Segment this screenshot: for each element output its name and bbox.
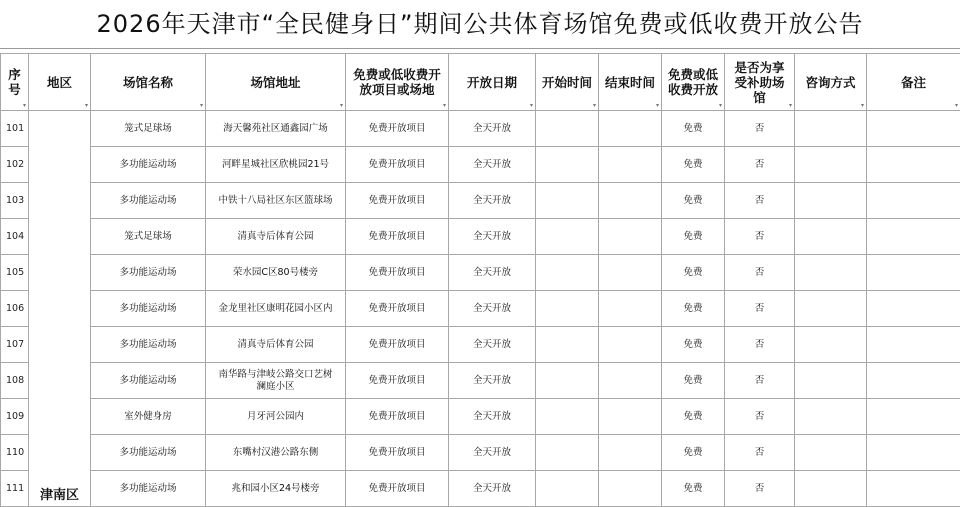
- header-contact[interactable]: [795, 54, 867, 111]
- cell-date[interactable]: 全天开放: [449, 183, 536, 219]
- filter-dropdown-icon[interactable]: ▾: [593, 103, 596, 109]
- filter-dropdown-icon[interactable]: ▾: [789, 103, 792, 109]
- cell-note[interactable]: [867, 435, 960, 471]
- cell-project[interactable]: 免费开放项目: [346, 147, 449, 183]
- header-address[interactable]: [206, 54, 346, 111]
- cell-fee[interactable]: 免费: [662, 471, 725, 507]
- cell-end[interactable]: [599, 147, 662, 183]
- header-subsidy[interactable]: [725, 54, 795, 111]
- cell-fee[interactable]: 免费: [662, 291, 725, 327]
- cell-subsidy[interactable]: 否: [725, 147, 795, 183]
- cell-seq[interactable]: 110: [1, 435, 29, 471]
- cell-subsidy[interactable]: 否: [725, 399, 795, 435]
- header-fee[interactable]: [662, 54, 725, 111]
- cell-note[interactable]: [867, 327, 960, 363]
- header-name-label: 场馆名称: [123, 75, 173, 90]
- cell-seq[interactable]: 101: [1, 111, 29, 147]
- table-row: [1, 219, 960, 255]
- cell-date[interactable]: 全天开放: [449, 471, 536, 507]
- cell-note[interactable]: [867, 147, 960, 183]
- cell-name[interactable]: 多功能运动场: [91, 183, 206, 219]
- header-note-label: 备注: [901, 75, 926, 90]
- address-text: 月牙河公园内: [216, 411, 336, 423]
- cell-fee[interactable]: 免费: [662, 327, 725, 363]
- cell-fee[interactable]: 免费: [662, 363, 725, 399]
- cell-seq[interactable]: 104: [1, 219, 29, 255]
- table-row: [1, 111, 960, 147]
- cell-date[interactable]: 全天开放: [449, 147, 536, 183]
- table-row: [1, 399, 960, 435]
- header-end-label: 结束时间: [605, 75, 655, 90]
- header-row: [1, 54, 960, 111]
- header-contact-label: 咨询方式: [805, 75, 855, 90]
- cell-name[interactable]: 笼式足球场: [91, 219, 206, 255]
- cell-project[interactable]: 免费开放项目: [346, 471, 449, 507]
- cell-end[interactable]: [599, 291, 662, 327]
- cell-fee[interactable]: 免费: [662, 147, 725, 183]
- table-row: [1, 471, 960, 507]
- address-text: 中铁十八局社区东区篮球场: [216, 195, 336, 207]
- cell-start[interactable]: [536, 147, 599, 183]
- cell-note[interactable]: [867, 111, 960, 147]
- cell-seq[interactable]: 108: [1, 363, 29, 399]
- cell-project[interactable]: 免费开放项目: [346, 399, 449, 435]
- cell-contact[interactable]: [795, 147, 867, 183]
- cell-date[interactable]: 全天开放: [449, 327, 536, 363]
- header-address-label: 场馆地址: [250, 75, 300, 90]
- cell-start[interactable]: [536, 327, 599, 363]
- cell-start[interactable]: [536, 471, 599, 507]
- header-seq[interactable]: [1, 54, 29, 111]
- cell-address[interactable]: [206, 111, 346, 147]
- address-text: 荣水园C区80号楼旁: [216, 267, 336, 279]
- cell-date[interactable]: 全天开放: [449, 219, 536, 255]
- cell-name[interactable]: 多功能运动场: [91, 327, 206, 363]
- cell-fee[interactable]: 免费: [662, 435, 725, 471]
- cell-address[interactable]: [206, 399, 346, 435]
- cell-end[interactable]: [599, 363, 662, 399]
- cell-address[interactable]: [206, 147, 346, 183]
- cell-fee[interactable]: 免费: [662, 111, 725, 147]
- address-text: 东嘴村汉港公路东侧: [216, 447, 336, 459]
- cell-contact[interactable]: [795, 183, 867, 219]
- cell-project[interactable]: 免费开放项目: [346, 435, 449, 471]
- header-project-label: 免费或低收费开放项目或场地: [351, 67, 443, 97]
- filter-dropdown-icon[interactable]: ▾: [955, 103, 958, 109]
- cell-end[interactable]: [599, 255, 662, 291]
- cell-date[interactable]: 全天开放: [449, 363, 536, 399]
- filter-dropdown-icon[interactable]: ▾: [530, 103, 533, 109]
- cell-contact[interactable]: [795, 219, 867, 255]
- header-name[interactable]: [91, 54, 206, 111]
- address-text: 兆和园小区24号楼旁: [216, 483, 336, 495]
- cell-seq[interactable]: 109: [1, 399, 29, 435]
- cell-project[interactable]: 免费开放项目: [346, 183, 449, 219]
- table-row: [1, 363, 960, 399]
- header-date-label: 开放日期: [467, 75, 517, 90]
- cell-end[interactable]: [599, 183, 662, 219]
- cell-name[interactable]: 多功能运动场: [91, 471, 206, 507]
- table-row: [1, 435, 960, 471]
- cell-subsidy[interactable]: 否: [725, 363, 795, 399]
- table-row: [1, 291, 960, 327]
- cell-contact[interactable]: [795, 255, 867, 291]
- cell-end[interactable]: [599, 471, 662, 507]
- cell-address[interactable]: [206, 363, 346, 399]
- filter-dropdown-icon[interactable]: ▾: [200, 103, 203, 109]
- cell-subsidy[interactable]: 否: [725, 327, 795, 363]
- cell-note[interactable]: [867, 471, 960, 507]
- header-note[interactable]: [867, 54, 960, 111]
- cell-start[interactable]: [536, 255, 599, 291]
- cell-contact[interactable]: [795, 291, 867, 327]
- cell-seq[interactable]: 106: [1, 291, 29, 327]
- header-fee-label: 免费或低收费开放: [665, 67, 721, 97]
- cell-note[interactable]: [867, 363, 960, 399]
- cell-fee[interactable]: 免费: [662, 399, 725, 435]
- cell-address[interactable]: [206, 255, 346, 291]
- cell-subsidy[interactable]: 否: [725, 219, 795, 255]
- table-row: [1, 327, 960, 363]
- cell-address[interactable]: [206, 471, 346, 507]
- cell-name[interactable]: 室外健身房: [91, 399, 206, 435]
- cell-contact[interactable]: [795, 399, 867, 435]
- cell-subsidy[interactable]: 否: [725, 111, 795, 147]
- cell-date[interactable]: 全天开放: [449, 111, 536, 147]
- address-text: 河畔星城社区欣桃园21号: [216, 159, 336, 171]
- filter-dropdown-icon[interactable]: ▾: [861, 103, 864, 109]
- cell-date[interactable]: 全天开放: [449, 435, 536, 471]
- cell-end[interactable]: [599, 111, 662, 147]
- cell-seq[interactable]: 105: [1, 255, 29, 291]
- cell-date[interactable]: 全天开放: [449, 291, 536, 327]
- cell-seq[interactable]: 111: [1, 471, 29, 507]
- cell-project[interactable]: 免费开放项目: [346, 111, 449, 147]
- cell-note[interactable]: [867, 219, 960, 255]
- filter-dropdown-icon[interactable]: ▾: [340, 103, 343, 109]
- cell-contact[interactable]: [795, 435, 867, 471]
- table-row: [1, 255, 960, 291]
- filter-dropdown-icon[interactable]: ▾: [443, 103, 446, 109]
- address-text: 清真寺后体育公园: [216, 231, 336, 243]
- cell-date[interactable]: 全天开放: [449, 399, 536, 435]
- cell-start[interactable]: [536, 399, 599, 435]
- table-row: [1, 147, 960, 183]
- cell-name[interactable]: 多功能运动场: [91, 363, 206, 399]
- cell-name[interactable]: 笼式足球场: [91, 111, 206, 147]
- cell-note[interactable]: [867, 255, 960, 291]
- header-subsidy-label: 是否为享受补助场馆: [734, 60, 786, 105]
- cell-address[interactable]: [206, 435, 346, 471]
- header-end[interactable]: [599, 54, 662, 111]
- table-row: [1, 183, 960, 219]
- cell-project[interactable]: 免费开放项目: [346, 327, 449, 363]
- cell-name[interactable]: 多功能运动场: [91, 255, 206, 291]
- cell-start[interactable]: [536, 291, 599, 327]
- header-region[interactable]: [29, 54, 91, 111]
- header-project[interactable]: [346, 54, 449, 111]
- filter-dropdown-icon[interactable]: ▾: [656, 103, 659, 109]
- page-title: 2026年天津市“全民健身日”期间公共体育场馆免费或低收费开放公告: [0, 0, 960, 49]
- cell-note[interactable]: [867, 183, 960, 219]
- cell-subsidy[interactable]: 否: [725, 471, 795, 507]
- header-start[interactable]: [536, 54, 599, 111]
- cell-end[interactable]: [599, 327, 662, 363]
- cell-contact[interactable]: [795, 471, 867, 507]
- cell-end[interactable]: [599, 435, 662, 471]
- cell-project[interactable]: 免费开放项目: [346, 363, 449, 399]
- cell-contact[interactable]: [795, 327, 867, 363]
- header-start-label: 开始时间: [542, 75, 592, 90]
- cell-region[interactable]: 津南区: [29, 111, 91, 507]
- cell-name[interactable]: 多功能运动场: [91, 147, 206, 183]
- cell-subsidy[interactable]: 否: [725, 291, 795, 327]
- cell-start[interactable]: [536, 111, 599, 147]
- cell-name[interactable]: 多功能运动场: [91, 435, 206, 471]
- cell-start[interactable]: [536, 435, 599, 471]
- header-seq-label: 序号: [8, 67, 22, 97]
- cell-address[interactable]: [206, 219, 346, 255]
- cell-subsidy[interactable]: 否: [725, 183, 795, 219]
- address-text: 金龙里社区康明花园小区内: [216, 303, 336, 315]
- address-text: 南华路与津岐公路交口艺树澜庭小区: [216, 369, 336, 393]
- cell-end[interactable]: [599, 399, 662, 435]
- cell-address[interactable]: [206, 327, 346, 363]
- cell-project[interactable]: 免费开放项目: [346, 219, 449, 255]
- filter-dropdown-icon[interactable]: ▾: [719, 103, 722, 109]
- cell-name[interactable]: 多功能运动场: [91, 291, 206, 327]
- cell-subsidy[interactable]: 否: [725, 435, 795, 471]
- address-text: 海天馨苑社区通鑫园广场: [216, 123, 336, 135]
- venue-table: [0, 53, 960, 507]
- filter-dropdown-icon[interactable]: ▾: [85, 103, 88, 109]
- cell-start[interactable]: [536, 363, 599, 399]
- cell-fee[interactable]: 免费: [662, 219, 725, 255]
- cell-fee[interactable]: 免费: [662, 183, 725, 219]
- cell-address[interactable]: [206, 291, 346, 327]
- header-region-label: 地区: [47, 75, 72, 90]
- cell-seq[interactable]: 103: [1, 183, 29, 219]
- cell-address[interactable]: [206, 183, 346, 219]
- header-date[interactable]: [449, 54, 536, 111]
- cell-note[interactable]: [867, 399, 960, 435]
- cell-contact[interactable]: [795, 363, 867, 399]
- cell-project[interactable]: 免费开放项目: [346, 255, 449, 291]
- cell-note[interactable]: [867, 291, 960, 327]
- cell-date[interactable]: 全天开放: [449, 255, 536, 291]
- cell-seq[interactable]: 107: [1, 327, 29, 363]
- cell-contact[interactable]: [795, 111, 867, 147]
- cell-start[interactable]: [536, 183, 599, 219]
- cell-end[interactable]: [599, 219, 662, 255]
- filter-dropdown-icon[interactable]: ▾: [23, 103, 26, 109]
- cell-start[interactable]: [536, 219, 599, 255]
- cell-seq[interactable]: 102: [1, 147, 29, 183]
- cell-fee[interactable]: 免费: [662, 255, 725, 291]
- cell-subsidy[interactable]: 否: [725, 255, 795, 291]
- cell-project[interactable]: 免费开放项目: [346, 291, 449, 327]
- address-text: 清真寺后体育公园: [216, 339, 336, 351]
